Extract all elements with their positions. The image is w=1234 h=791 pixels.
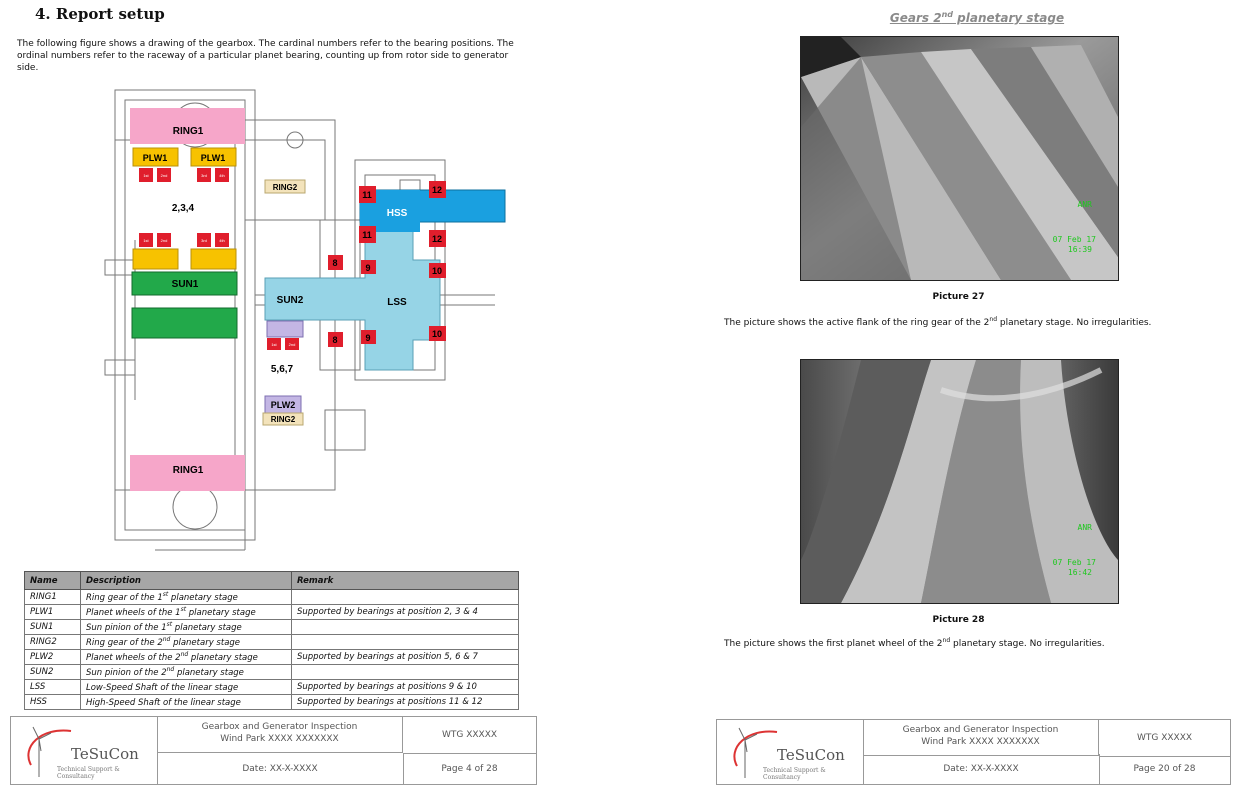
svg-text:12: 12 [431,234,443,244]
svg-text:2nd: 2nd [160,238,168,243]
picture-28-time: 16:42 [1067,568,1092,577]
bearing-positions-567: 5,6,7 [270,364,294,375]
hss-label: HSS [386,208,408,219]
raceway-bearings-bottom [139,233,229,247]
logo-text: TeSuCon [71,745,139,763]
gallery-title: Gears 2nd planetary stage [889,10,1065,25]
table-cell-name: SUN1 [25,620,81,635]
bearing-positions-234: 2,3,4 [171,203,195,214]
svg-text:9: 9 [365,263,371,273]
plw1-a-label: PLW1 [142,153,168,163]
table-header-description: Description [81,572,292,590]
svg-text:3rd: 3rd [201,238,207,243]
svg-text:4th: 4th [219,173,225,178]
svg-text:10: 10 [431,266,443,276]
picture-27-date: 07 Feb 17 [1052,235,1096,244]
svg-text:9: 9 [365,333,371,343]
picture-28-caption: Picture 28 [932,615,985,625]
table-cell-remark [292,665,519,680]
gearbox-drawing [95,80,515,555]
svg-text:1st: 1st [143,238,149,243]
table-cell-description: Sun pinion of the 2nd planetary stage [81,665,292,680]
footer-title: Gearbox and Generator Inspection Wind Park XXXX XXXXXXX [157,717,403,753]
table-row [25,590,519,605]
raceway-bearings-plw2 [267,338,299,350]
component-table [24,571,519,710]
table-cell-name: SUN2 [25,665,81,680]
plw1-b-label: PLW1 [200,153,226,163]
table-cell-remark: Supported by bearings at positions 9 & 10 [292,680,519,695]
table-cell-description: Sun pinion of the 1st planetary stage [81,620,292,635]
table-row [25,695,519,710]
svg-text:1st: 1st [271,342,277,347]
picture-28-photo [800,359,1119,604]
table-cell-description: Ring gear of the 2nd planetary stage [81,635,292,650]
picture-27-time: 16:39 [1067,245,1092,254]
table-cell-description: Ring gear of the 1st planetary stage [81,590,292,605]
table-row [25,665,519,680]
svg-text:3rd: 3rd [201,173,207,178]
picture-27-caption: Picture 27 [932,292,985,302]
table-cell-name: HSS [25,695,81,710]
table-cell-name: LSS [25,680,81,695]
lss-label: LSS [387,297,407,308]
picture-27-description: The picture shows the active flank of the ring gear of the 2nd planetary stage. No irregularities. [724,316,1152,328]
svg-text:2nd: 2nd [160,173,168,178]
picture-28-description: The picture shows the first planet wheel of the 2nd planetary stage. No irregularities. [724,637,1105,649]
picture-27-photo [800,36,1119,281]
table-cell-remark [292,635,519,650]
svg-text:8: 8 [332,335,338,345]
plw1-bottom-b [191,249,236,269]
logo-cell [717,720,864,784]
table-row [25,650,519,665]
table-row [25,635,519,650]
logo-subtitle: Technical Support & Consultancy [57,766,120,780]
logo-text: TeSuCon [777,746,845,764]
table-header-remark: Remark [292,572,519,590]
table-cell-name: RING1 [25,590,81,605]
plw1-bottom-a [133,249,178,269]
table-cell-name: PLW1 [25,605,81,620]
page-footer [716,719,1231,785]
table-cell-name: RING2 [25,635,81,650]
table-cell-description: Low-Speed Shaft of the linear stage [81,680,292,695]
table-header-name: Name [25,572,81,590]
table-cell-remark: Supported by bearings at position 2, 3 & 4 [292,605,519,620]
report-page-20 [617,0,1234,791]
svg-text:11: 11 [362,190,372,200]
table-cell-description: Planet wheels of the 2nd planetary stage [81,650,292,665]
raceway-bearings-top [139,168,229,182]
sun1-lower [132,308,237,338]
table-cell-description: Planet wheels of the 1st planetary stage [81,605,292,620]
table-cell-remark: Supported by bearings at positions 11 & 12 [292,695,519,710]
plw2-label: PLW2 [270,400,296,410]
svg-text:8: 8 [332,258,338,268]
footer-page-number: Page 4 of 28 [441,764,498,774]
picture-28-date: 07 Feb 17 [1052,558,1096,567]
page-footer [10,716,537,785]
footer-page-number: Page 20 of 28 [1133,764,1196,774]
footer-wtg: WTG XXXXX [1099,720,1230,757]
ring1-bottom-label: RING1 [172,465,204,476]
table-cell-remark [292,590,519,605]
table-cell-name: PLW2 [25,650,81,665]
table-row [25,605,519,620]
section-title: 4. Report setup [35,5,165,23]
table-cell-remark: Supported by bearings at position 5, 6 & 7 [292,650,519,665]
footer-wtg: WTG XXXXX [403,717,536,754]
svg-text:10: 10 [431,329,443,339]
sun2-label: SUN2 [276,295,304,306]
picture-27-tag: ANR [1077,200,1092,209]
svg-text:4th: 4th [219,238,225,243]
picture-28-tag: ANR [1077,523,1092,532]
logo-subtitle: Technical Support & Consultancy [763,767,826,781]
svg-text:1st: 1st [143,173,149,178]
footer-date: Date: XX-X-XXXX [863,754,1100,784]
sun1-label: SUN1 [171,279,199,290]
footer-title: Gearbox and Generator Inspection Wind Park XXXX XXXXXXX [863,720,1099,756]
svg-text:11: 11 [362,230,372,240]
ring1-top-label: RING1 [172,126,204,137]
plw2-upper [267,321,303,337]
ring2-bottom-label: RING2 [270,415,296,424]
footer-date: Date: XX-X-XXXX [157,754,404,784]
intro-paragraph: The following figure shows a drawing of the gearbox. The cardinal numbers refer to the bearing positions. The ordinal numbers refer to the raceway of a particular planet bearing, counting up from rotor side to generator side. [17,39,514,73]
table-row [25,620,519,635]
svg-text:12: 12 [431,185,443,195]
table-cell-description: High-Speed Shaft of the linear stage [81,695,292,710]
table-cell-remark [292,620,519,635]
logo-cell [11,717,158,784]
ring2-top-label: RING2 [272,183,298,192]
table-row [25,680,519,695]
svg-text:2nd: 2nd [288,342,296,347]
